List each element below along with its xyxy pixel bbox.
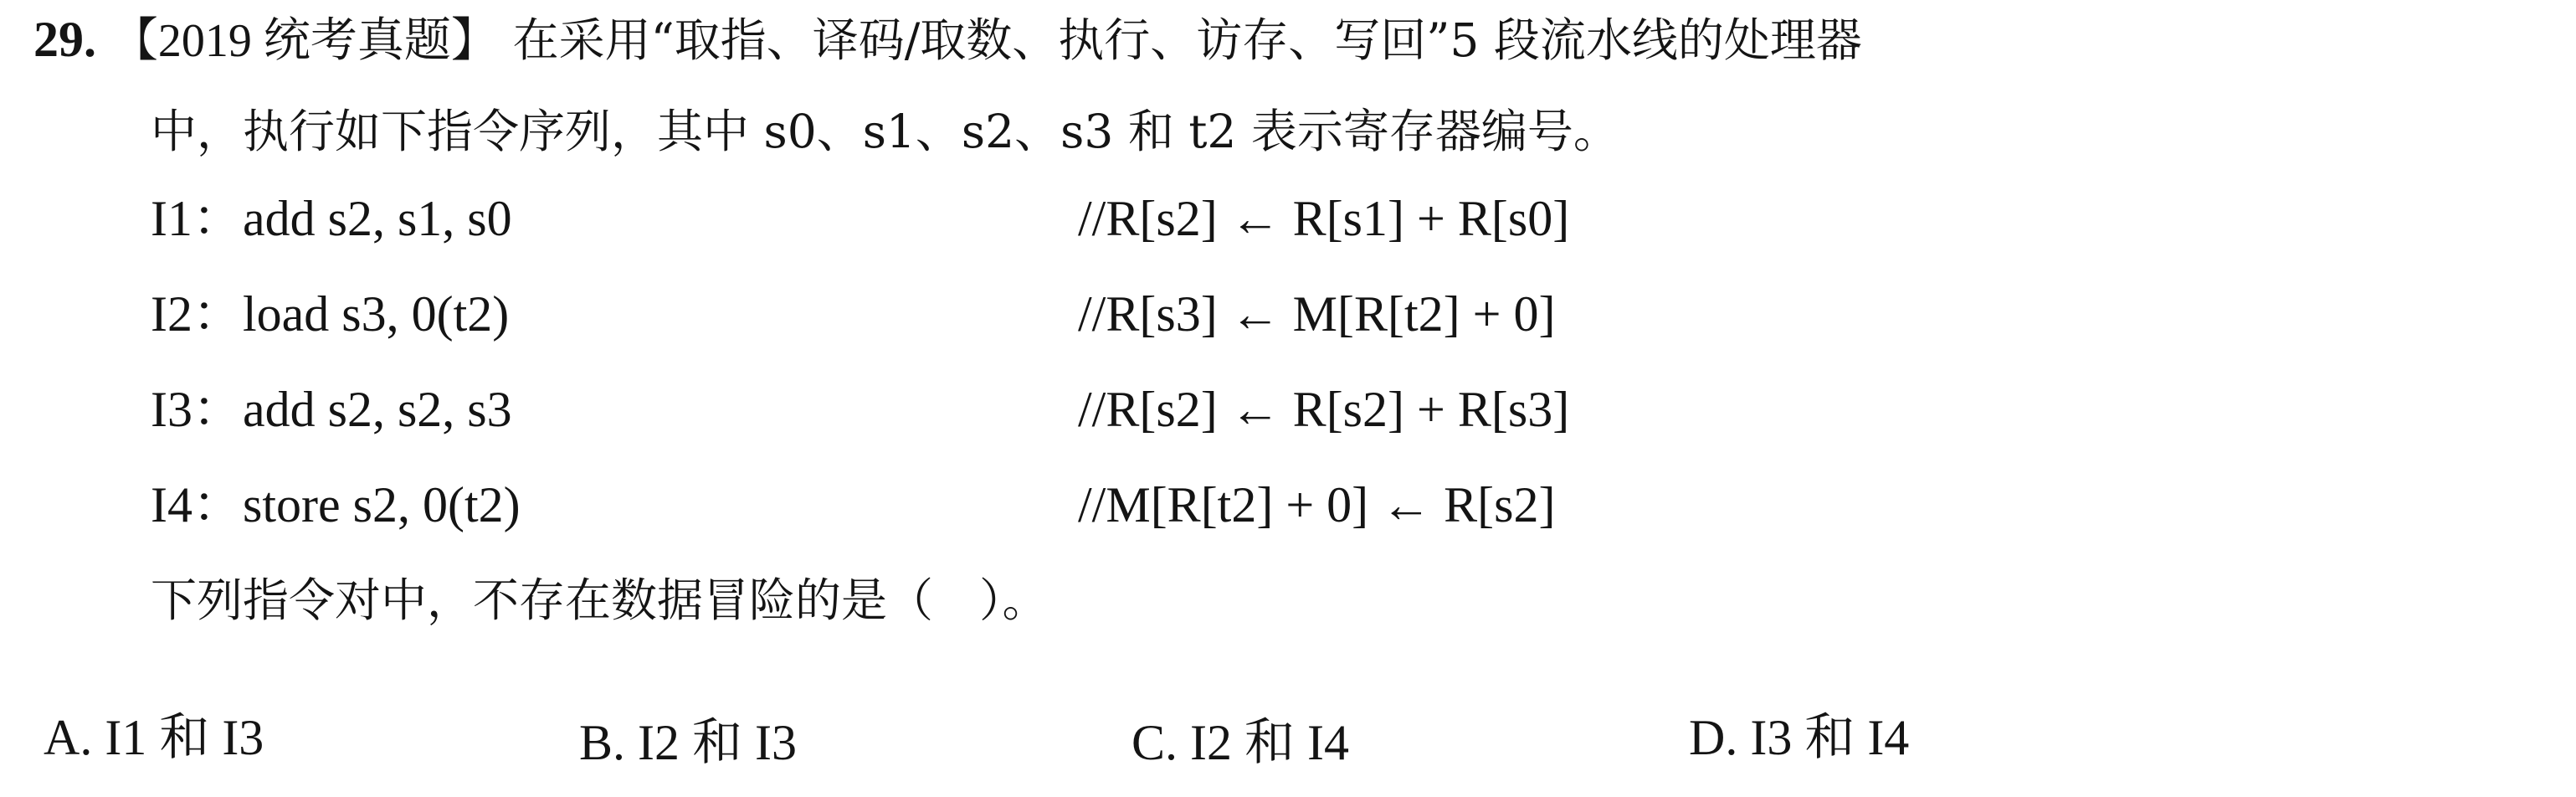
- instruction-code: I2：load s3, 0(t2): [151, 286, 510, 342]
- instruction-comment: //R[s3] ← M[R[t2] + 0]: [1078, 286, 1556, 342]
- option-c[interactable]: [1131, 713, 1349, 772]
- option-a[interactable]: [44, 708, 264, 767]
- instruction-comment: //R[s2] ← R[s1] + R[s0]: [1078, 191, 1570, 246]
- instruction-code: I4：store s2, 0(t2): [151, 477, 521, 532]
- instruction-code: I3：add s2, s2, s3: [151, 382, 512, 437]
- question-prompt: 下列指令对中，不存在数据冒险的是（ ）。: [151, 573, 1049, 627]
- option-letter: B.: [579, 715, 626, 770]
- question-number: 29.: [33, 12, 96, 67]
- option-text: I2 和 I3: [638, 715, 797, 770]
- question-source-tag: 【2019 统考真题】: [110, 15, 498, 67]
- option-text: I3 和 I4: [1750, 710, 1910, 765]
- option-text: I2 和 I4: [1190, 715, 1349, 770]
- instruction-code: I1：add s2, s1, s0: [151, 191, 512, 246]
- option-letter: C.: [1131, 715, 1178, 770]
- option-d[interactable]: [1689, 708, 1909, 767]
- option-letter: A.: [44, 710, 93, 765]
- instruction-comment: //M[R[t2] + 0] ← R[s2]: [1078, 477, 1556, 532]
- question-header: [33, 10, 1862, 70]
- question-stem-line-2: 中，执行如下指令序列，其中 s0、s1、s2、s3 和 t2 表示寄存器编号。: [151, 105, 1619, 158]
- option-text: I1 和 I3: [105, 710, 264, 765]
- option-letter: D.: [1689, 710, 1738, 765]
- option-b[interactable]: [579, 713, 797, 772]
- instruction-comment: //R[s2] ← R[s2] + R[s3]: [1078, 382, 1570, 437]
- question-stem-line-1: 在采用“取指、译码/取数、执行、访存、写回”5 段流水线的处理器: [512, 13, 1862, 67]
